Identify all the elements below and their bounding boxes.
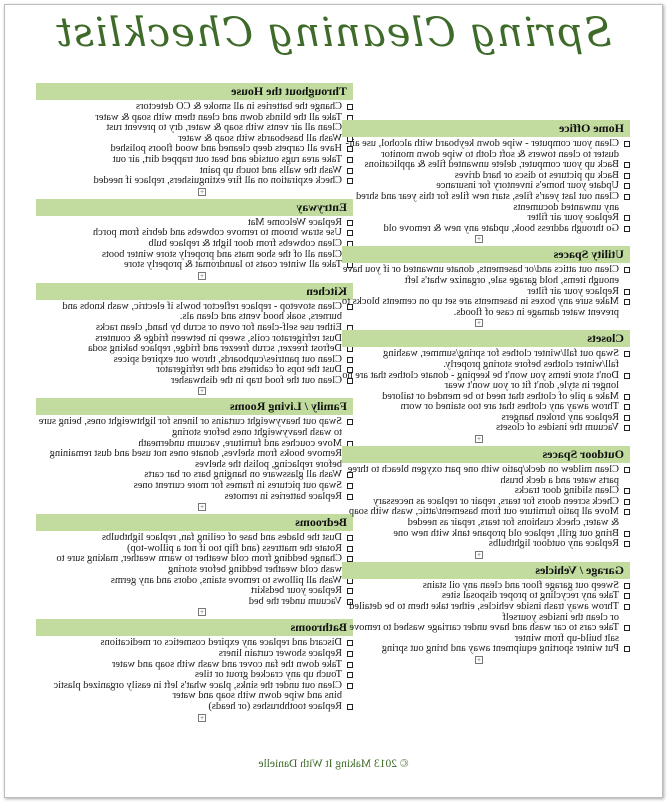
copyright-footer: © 2013 Making It With Danielle [258, 758, 409, 770]
checkbox[interactable] [624, 194, 630, 200]
checklist-item-text: Replace batteries in remotes [224, 490, 342, 502]
checklist-item-text: Take cars to car wash and have under carriage washed to remove salt build-up from winter [349, 622, 619, 644]
checklist [342, 349, 630, 434]
checklist-item-text: Rotate the mattress (and flip too if not a pillow-top) [127, 542, 342, 554]
checklist-item-text: Clean out pantries/cupboards, throw out expired spices [113, 353, 342, 365]
checklist-item [342, 623, 630, 644]
section-title: Garage / Vehicles [535, 562, 624, 577]
checkbox[interactable] [624, 509, 630, 515]
checkbox[interactable] [624, 351, 630, 357]
checklist-item [36, 302, 353, 323]
checklist-item [342, 224, 630, 235]
checklist-item-text: Clean cobwebs from door light & replace bulb [148, 237, 342, 249]
checklist-item-text: Clean your computer - wipe down keyboard with alcohol, use air-duster to clean towers & soft cloth to wipe down monitor [345, 138, 619, 160]
move-handle-icon[interactable]: + [198, 188, 206, 196]
checklist-item [36, 176, 353, 187]
section-header [36, 199, 353, 216]
checklist-item-text: Have all carpets deep cleaned and wood floors polished [110, 143, 342, 155]
checklist-item [342, 371, 630, 392]
checklist-item [342, 423, 630, 434]
section-header [342, 120, 630, 137]
section-home-office [342, 120, 630, 243]
checklist-item-text: Clean stovetop - replace reflector bowls if electric, wash knobs and burners, soak hood vents and clean als. [62, 300, 342, 323]
move-handle-icon[interactable]: + [198, 387, 206, 395]
section-closets [342, 330, 630, 443]
checklist [342, 139, 630, 234]
checklist-item-text: Check screen doors for tears, repair or replace as necessary [373, 495, 619, 507]
checklist-item [342, 265, 630, 286]
checkbox[interactable] [624, 488, 630, 494]
checklist-item-text: Clean out under the sinks, place what's left in easily organized plastic bins and wipe down with soap and water [53, 679, 342, 702]
checkbox[interactable] [624, 425, 630, 431]
page-title: Spring Cleaning Checklist [55, 10, 612, 56]
checklist-item-text: Back up pictures to discs or hard drives [454, 169, 619, 181]
checklist-item-text: Discard and replace any expired cosmetics or medications [100, 637, 342, 649]
checklist-item-text: Check expiration on all fire extinguishers, replace if needed [93, 175, 342, 187]
section-header [36, 398, 353, 415]
section-garage-vehicles [342, 562, 630, 664]
checklist [342, 465, 630, 550]
checkbox[interactable] [624, 415, 630, 421]
checklist-item-text: Make a pile of clothes that need to be mended or tailored [382, 390, 619, 402]
checklist-item-text: Touch up any cracked grout or tiles [194, 669, 342, 681]
checklist-item-text: Replace Welcome Mat [247, 216, 342, 228]
checklist-item [342, 539, 630, 550]
move-handle-icon[interactable]: + [475, 656, 483, 664]
section-bathrooms [36, 619, 353, 721]
checkbox[interactable] [624, 394, 630, 400]
checklist [342, 265, 630, 318]
right-column [342, 120, 630, 667]
checklist-item-text: Take all winter coats to laundromat & properly store [124, 259, 342, 271]
checklist-item [36, 597, 353, 608]
checkbox[interactable] [624, 604, 630, 610]
checkbox[interactable] [624, 646, 630, 652]
section-header [36, 83, 353, 100]
section-header [36, 514, 353, 531]
checklist [36, 533, 353, 607]
checklist-item [36, 492, 353, 503]
checklist-item [36, 702, 353, 713]
checkbox[interactable] [624, 162, 630, 168]
checklist-item [36, 260, 353, 271]
checklist-item-text: Clean mildew on deck/patio with one part oxygen bleach to three parts water and a deck brush [347, 464, 619, 486]
checklist-item-text: Take down the fan cover and wash with soap and water [111, 658, 342, 670]
checkbox[interactable] [624, 215, 630, 221]
checklist-item-text: Wash the walls and touch up paint [199, 164, 342, 176]
checklist-item-text: Go through address book, update any new & remove old [383, 222, 619, 234]
checklist-item-text: Bring out grill, replace old propane tank with new one [393, 527, 619, 539]
section-bedrooms [36, 514, 353, 616]
checklist-item-text: Take any recycling to proper disposal sites [441, 590, 619, 602]
checklist-item-text: Move all patio furniture out from basement/attic, wash with soap & water, check cushions for tears, repair as needed [348, 506, 619, 529]
section-header [342, 446, 630, 463]
checklist-item [342, 139, 630, 160]
section-title: Bedrooms [295, 515, 347, 530]
section-entryway [36, 199, 353, 280]
checklist-item-text: Take area rugs outside and beat out trapped dirt, air out [112, 153, 342, 165]
checklist-item-text: Take all the blinds down and clean them with soap & water [95, 111, 342, 123]
checklist-item-text: Change the batteries in all smoke & CO detectors [135, 101, 342, 112]
checklist-item-text: Swap out fall/winter clothes for spring/summer, washing fall/winter clothes before storing properly. [383, 348, 619, 370]
checklist-item-text: Dust the blades and base of ceiling fan, replace lightbulbs [101, 532, 342, 544]
checklist-item [36, 376, 353, 387]
checkbox[interactable] [624, 593, 630, 599]
checklist-item-text: Throw away any clothes that are too stained or worn [400, 401, 619, 413]
checkbox[interactable] [624, 173, 630, 179]
checklist-item-text: Clean out last year's files, start new files for this year and shred any unwanted documents [355, 190, 619, 213]
checklist-item-text: Vacuum under the bed [248, 595, 342, 607]
checklist-item-text: Vacuum the insides of closets [496, 422, 619, 434]
section-title: Outdoor Spaces [542, 447, 624, 462]
checkbox[interactable] [347, 704, 353, 710]
checklist-item-text: Either use self-clean for oven or scrub by hand, clean racks [95, 321, 342, 333]
section-header [342, 330, 630, 347]
checklist-item-text: Wash all baseboards with soap & water [178, 132, 342, 144]
checklist [36, 102, 353, 187]
checklist [36, 638, 353, 712]
checkbox[interactable] [624, 267, 630, 273]
checklist [36, 302, 353, 387]
checklist-item-text: Back up your computer, delete unwanted files & applications [364, 159, 619, 171]
checklist-item-text: Clean all of the shoe mats and properly store winter boots [101, 248, 342, 260]
checklist-item-text: Replace your bedskirt [250, 585, 342, 597]
checkbox[interactable] [624, 541, 630, 547]
section-utility-spaces [342, 246, 630, 327]
checkbox[interactable] [347, 672, 353, 678]
checklist-item-text: Replace your air filter [527, 212, 619, 224]
checklist-item-text: Defrost freezer, scrub freezer and fridge, replace baking soda [87, 343, 342, 355]
section-header [342, 562, 630, 579]
checklist-item [342, 602, 630, 623]
checklist-item [342, 349, 630, 370]
move-handle-icon[interactable]: + [475, 235, 483, 243]
section-title: Family / Living Rooms [229, 399, 347, 414]
checklist-item-text: Make sure any boxes in basements are set up on cements blocks to prevent water damage in case of floods. [341, 296, 619, 318]
checklist-item [36, 449, 353, 470]
checklist-item-text: Clean sliding door tracks [514, 485, 619, 497]
checklist-item-text: Clean out attics and/or basements, donate unwanted or if you have enough items, hold garage sale, organize what's left [342, 264, 619, 286]
section-kitchen [36, 283, 353, 396]
section-title: Home Office [559, 121, 624, 135]
section-header [36, 283, 353, 300]
checklist-item-text: Replace any broken hangers [501, 411, 619, 423]
section-family-living-rooms [36, 398, 353, 511]
checklist-item [342, 644, 630, 655]
checkbox[interactable] [624, 373, 630, 379]
checklist-item-text: Use straw broom to remove cobwebs and debris from porch [92, 227, 342, 239]
checkbox[interactable] [624, 289, 630, 295]
left-column [36, 83, 353, 725]
checkbox[interactable] [624, 299, 630, 305]
checklist-item [36, 554, 353, 575]
checklist-item-text: Replace shower curtain liners [218, 647, 342, 659]
move-handle-icon[interactable]: + [198, 272, 206, 280]
checklist-item-text: Remove books from shelves, donate ones not used and dust remaining before replacing, polish the shelves [49, 448, 342, 470]
checklist-item-text: Replace your air filter [527, 285, 619, 297]
move-handle-icon[interactable]: + [475, 319, 483, 327]
checklist-item-text: Don't store items you won't be keeping - donate clothes that are no longer in style, don't fit or you won't wear [342, 369, 619, 392]
checklist-item-text: Dust the tops of cabinets and the refrigerator [156, 364, 342, 376]
checklist-item-text: Change bedding from cold weather to warm weather, making sure to wash cold weather bedding before storing [56, 553, 342, 575]
checklist-item-text: Sweep out garage floor and clean any oil stains [422, 579, 619, 591]
checkbox[interactable] [624, 467, 630, 473]
checklist [342, 581, 630, 655]
checklist-item [342, 465, 630, 486]
section-header [342, 246, 630, 263]
checklist-item-text: Swap out heavyweight curtains or linens for lightweight ones, being sure to wash heavyweight ones before storing [38, 416, 342, 439]
checklist-item-text: Move couches and furniture, vacuum underneath [138, 437, 342, 449]
checklist-item-text: Clean all air vents with soap & water, dry to prevent rust [106, 122, 342, 134]
checkbox[interactable] [624, 404, 630, 410]
checklist-item-text: Clean out the food trap in the dishwasher [170, 374, 342, 386]
checkbox[interactable] [624, 583, 630, 589]
move-handle-icon[interactable]: + [475, 551, 483, 559]
section-header [36, 619, 353, 636]
checklist-item [36, 681, 353, 702]
checklist-item-text: Throw away trash inside vehicles, either take them to be detailed or clean the insides yourself [349, 601, 619, 623]
section-title: Throughout the House [231, 84, 347, 98]
checklist-item [342, 192, 630, 213]
section-throughout-the-house [36, 83, 353, 196]
checklist-item-text: Replace any outdoor lightbulbs [488, 538, 619, 550]
section-outdoor-spaces [342, 446, 630, 559]
checkbox[interactable] [347, 683, 353, 689]
checklist-item-text: Swap out pictures in frames for more current ones [133, 480, 342, 492]
move-handle-icon[interactable]: + [198, 503, 206, 511]
checklist-item [342, 297, 630, 318]
section-title: Kitchen [306, 283, 347, 298]
checkbox[interactable] [624, 226, 630, 232]
checklist-item-text: Update your home's inventory for insurance [436, 180, 619, 192]
checklist-item-text: Wash all glassware on hanging bars or bar carts [144, 469, 342, 481]
checklist [36, 218, 353, 271]
checklist-item-text: Replace toothbrushes (or heads) [208, 700, 342, 712]
checkbox[interactable] [624, 141, 630, 147]
checklist-item-text: Dust refrigerator coils, sweep in between fridge & counters [95, 332, 342, 344]
move-handle-icon[interactable]: + [198, 608, 206, 616]
move-handle-icon[interactable]: + [198, 714, 206, 722]
section-title: Utility Spaces [553, 247, 624, 262]
checkbox[interactable] [347, 104, 353, 110]
checklist-item [36, 417, 353, 438]
move-handle-icon[interactable]: + [475, 435, 483, 443]
checklist [36, 417, 353, 502]
section-title: Bathrooms [290, 620, 347, 635]
section-title: Closets [587, 331, 624, 346]
checklist-item-text: Wash all pillows to remove stains, odors and any germs [110, 574, 342, 586]
checkbox[interactable] [624, 531, 630, 537]
checkbox[interactable] [624, 183, 630, 189]
checklist-item-text: Put winter sporting equipment away and bring out spring [381, 643, 619, 655]
checklist-item [342, 507, 630, 528]
checkbox[interactable] [624, 499, 630, 505]
checkbox[interactable] [624, 625, 630, 631]
section-title: Entryway [296, 199, 347, 214]
